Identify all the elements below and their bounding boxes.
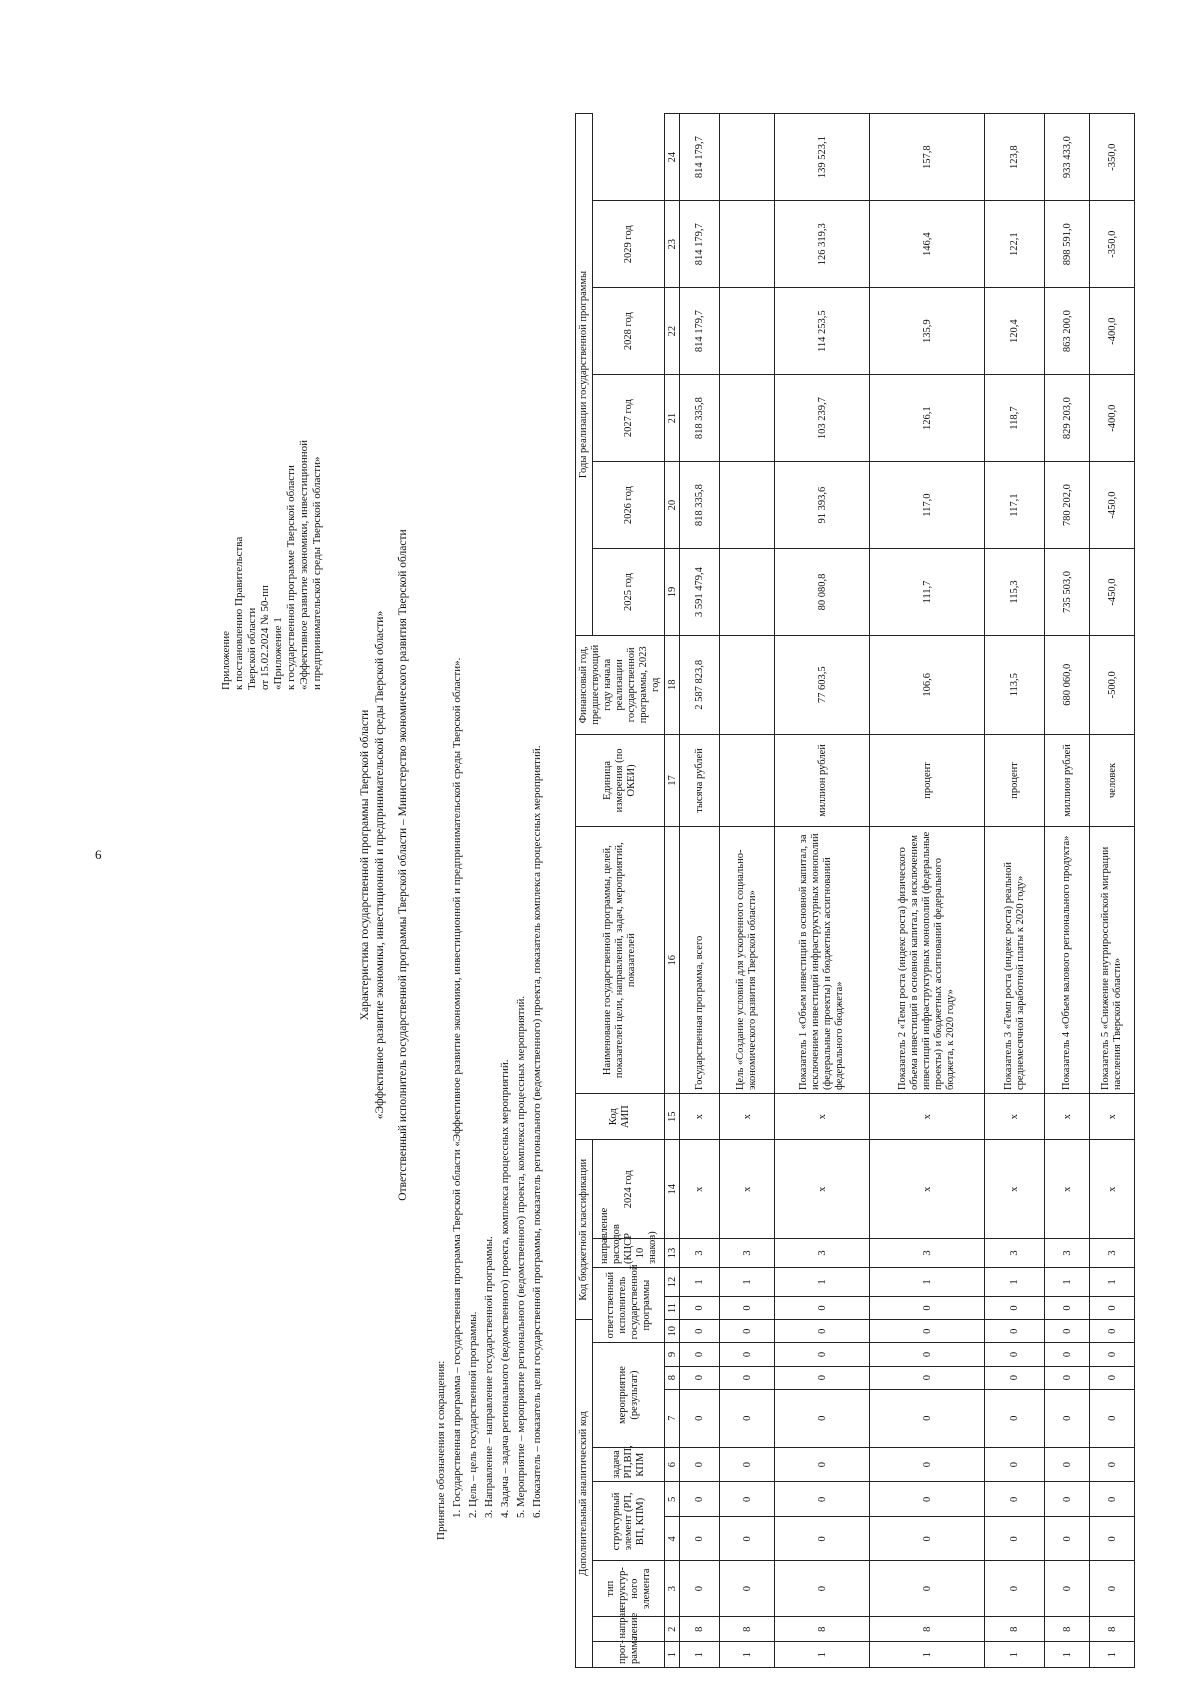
expense-dir-header: направление расходов (КЦСР 10 знаков) [593, 1238, 665, 1267]
year-value-cell: 146,4 [870, 201, 985, 288]
kcsr-cell: x [870, 1140, 985, 1239]
fin-year-cell: 77 603,5 [775, 636, 870, 735]
code-cell: 0 [775, 1561, 870, 1617]
column-number-cell: 6 [665, 1447, 680, 1482]
appendix-line: к постановлению Правительства [233, 536, 245, 690]
code-cell: 0 [680, 1296, 720, 1319]
year-value-cell: 120,4 [985, 288, 1045, 375]
year-value-cell: 818 335,8 [680, 462, 720, 549]
code-cell: 8 [870, 1617, 985, 1643]
code-cell: 8 [1045, 1617, 1090, 1643]
unit-cell: человек [1090, 734, 1135, 827]
measure-header: мероприятие (результат) [593, 1343, 665, 1447]
code-cell: 0 [870, 1320, 985, 1343]
kcsr-cell: x [680, 1140, 720, 1239]
legend-block [433, 658, 545, 1540]
year-value-cell: 91 393,6 [775, 462, 870, 549]
code-cell: 0 [1090, 1482, 1135, 1517]
year-header: 2029 год [593, 201, 665, 288]
code-cell: 0 [1090, 1366, 1135, 1389]
code-cell: 0 [870, 1366, 985, 1389]
column-number-cell: 11 [665, 1296, 680, 1319]
fin-year-header: Финансовый год, предшествующий году начала реализации государственной программы, 2023 год [576, 636, 665, 735]
code-cell: 0 [985, 1296, 1045, 1319]
aip-cell: x [1045, 1094, 1090, 1140]
year-value-cell: 818 335,8 [680, 375, 720, 462]
column-number-cell: 20 [665, 462, 680, 549]
code-cell: 1 [1090, 1267, 1135, 1296]
column-number-cell: 13 [665, 1238, 680, 1267]
year-value-cell: 157,8 [870, 114, 985, 201]
code-cell: 3 [720, 1238, 775, 1267]
code-cell: 0 [870, 1517, 985, 1561]
code-cell: 1 [985, 1267, 1045, 1296]
unit-cell: тысяча рублей [680, 734, 720, 827]
column-number-cell: 18 [665, 636, 680, 735]
name-cell: Показатель 5 «Снижение внутрироссийской миграции населения Тверской области» [1090, 827, 1135, 1094]
code-cell: 0 [1045, 1517, 1090, 1561]
column-number-cell: 15 [665, 1094, 680, 1140]
unit-cell: процент [985, 734, 1045, 827]
code-cell: 0 [720, 1561, 775, 1617]
column-number-cell: 9 [665, 1343, 680, 1366]
year-header: 2026 год [593, 462, 665, 549]
code-cell: 8 [720, 1617, 775, 1643]
title-line-3: Ответственный исполнитель государственной программы Тверской области – Министерство экономического развития Тверской области [397, 529, 409, 1201]
year-value-cell: 829 203,0 [1045, 375, 1090, 462]
year-header: 2025 год [593, 549, 665, 636]
code-cell: 0 [1045, 1561, 1090, 1617]
name-header: Наименование государственной программы, целей, показателей цели, направлений, задач, мероприятий, показателей [576, 827, 665, 1094]
code-cell: 0 [720, 1482, 775, 1517]
code-cell: 0 [870, 1343, 985, 1366]
year-value-cell: 122,1 [985, 201, 1045, 288]
code-cell: 0 [775, 1482, 870, 1517]
year-header: 2024 год [593, 1140, 665, 1239]
kcsr-cell: x [1090, 1140, 1135, 1239]
unit-cell: процент [870, 734, 985, 827]
analytic-code-header: Дополнительный аналитический код [576, 1320, 593, 1668]
aip-cell: x [1090, 1094, 1135, 1140]
name-cell: Показатель 3 «Темп роста (индекс роста) реальной среднемесячной заработной платы к 2020 году» [985, 827, 1045, 1094]
fin-year-cell: -500,0 [1090, 636, 1135, 735]
year-value-cell: 814 179,7 [680, 201, 720, 288]
year-value-cell: -350,0 [1090, 201, 1135, 288]
code-cell: 8 [1090, 1617, 1135, 1643]
year-value-cell: 115,3 [985, 549, 1045, 636]
year-value-cell: 111,7 [870, 549, 985, 636]
legend-heading: Принятые обозначения и сокращения: [435, 1360, 447, 1540]
code-cell: 0 [775, 1296, 870, 1319]
code-cell: 0 [775, 1517, 870, 1561]
code-cell: 0 [1090, 1343, 1135, 1366]
code-cell: 0 [720, 1296, 775, 1319]
year-header: 2027 год [593, 375, 665, 462]
appendix-line: от 15.02.2024 № 50-пп [259, 585, 271, 690]
code-cell: 1 [775, 1642, 870, 1668]
code-cell: 0 [680, 1320, 720, 1343]
aip-cell: x [680, 1094, 720, 1140]
code-cell: 1 [680, 1642, 720, 1668]
code-cell: 0 [775, 1343, 870, 1366]
table-row [1090, 114, 1135, 1668]
code-cell: 0 [870, 1296, 985, 1319]
year-value-cell: 117,1 [985, 462, 1045, 549]
code-cell: 0 [1045, 1320, 1090, 1343]
appendix-line: «Эффективное развитие экономики, инвестиционной [298, 439, 310, 690]
name-cell: Показатель 1 «Объем инвестиций в основной капитал, за исключением инвестиций инфраструктурных монополий (федеральные проекты) и бюджетных ассигнований федерального бюджета» [775, 827, 870, 1094]
code-cell: 0 [870, 1561, 985, 1617]
code-cell: 0 [1045, 1343, 1090, 1366]
aip-cell: x [775, 1094, 870, 1140]
year-value-cell: 117,0 [870, 462, 985, 549]
code-cell: 0 [775, 1366, 870, 1389]
appendix-line: Тверской области [246, 607, 258, 690]
code-cell: 0 [1090, 1296, 1135, 1319]
aip-cell: x [985, 1094, 1045, 1140]
year-value-cell: 814 179,7 [680, 288, 720, 375]
appendix-line: и предпринимательской среды Тверской области» [311, 456, 323, 690]
year-value-cell: -450,0 [1090, 549, 1135, 636]
page-number: 6 [95, 847, 102, 862]
code-cell: 0 [680, 1482, 720, 1517]
column-number-cell: 23 [665, 201, 680, 288]
code-cell: 0 [1045, 1296, 1090, 1319]
code-cell: 0 [720, 1366, 775, 1389]
year-value-cell: 126 319,3 [775, 201, 870, 288]
code-cell: 3 [1045, 1238, 1090, 1267]
code-cell: 0 [720, 1389, 775, 1447]
name-cell: Показатель 4 «Объем валового регионального продукта» [1045, 827, 1090, 1094]
table-row [775, 114, 870, 1668]
year-value-cell: 898 591,0 [1045, 201, 1090, 288]
code-cell: 0 [1045, 1482, 1090, 1517]
kcsr-cell: x [720, 1140, 775, 1239]
column-number-cell: 10 [665, 1320, 680, 1343]
fin-year-cell [720, 636, 775, 735]
code-cell: 0 [985, 1389, 1045, 1447]
year-value-cell: 80 080,8 [775, 549, 870, 636]
code-cell: 0 [680, 1517, 720, 1561]
code-cell: 3 [1090, 1238, 1135, 1267]
program-table [575, 113, 1135, 1668]
column-number-cell: 19 [665, 549, 680, 636]
column-number-cell: 16 [665, 827, 680, 1094]
code-cell: 0 [775, 1320, 870, 1343]
name-cell: Показатель 2 «Темп роста (индекс роста) физического объема инвестиций в основной капитал, за исключением инвестиций инфраструктурных монополий (федеральные проекты) и бюджетных ассигнований федерального бюджета, к 2020 году» [870, 827, 985, 1094]
column-number-cell: 7 [665, 1389, 680, 1447]
code-cell: 0 [985, 1561, 1045, 1617]
unit-cell [720, 734, 775, 827]
code-cell: 0 [870, 1482, 985, 1517]
code-cell: 0 [985, 1343, 1045, 1366]
legend-item: 4. Задача – задача регионального (ведомственного) проекта, комплекса процессных мероприятий. [499, 1059, 511, 1518]
legend-item: 1. Государственная программа – государственная программа Тверской области «Эффективное развитие экономики, инвестиционной и предпринимательской среды Тверской области». [451, 657, 463, 1518]
code-cell: 3 [985, 1238, 1045, 1267]
direction-header: направ-ление [593, 1617, 665, 1643]
unit-cell: миллион рублей [775, 734, 870, 827]
column-number-cell: 8 [665, 1366, 680, 1389]
code-cell: 0 [870, 1447, 985, 1482]
column-number-cell: 22 [665, 288, 680, 375]
code-cell: 0 [680, 1389, 720, 1447]
year-value-cell: -400,0 [1090, 375, 1135, 462]
aip-header: Код АИП [576, 1094, 665, 1140]
column-number-row [665, 114, 680, 1668]
code-cell: 1 [870, 1267, 985, 1296]
year-value-cell: 139 523,1 [775, 114, 870, 201]
year-value-cell: 114 253,5 [775, 288, 870, 375]
column-number-cell: 5 [665, 1482, 680, 1517]
year-value-cell: 3 591 479,4 [680, 549, 720, 636]
legend-item: 6. Показатель – показатель цели государственной программы, показатель регионального (ведомственного) проекта, показатель комплекса процессных мероприятий. [531, 745, 543, 1518]
code-cell: 1 [680, 1267, 720, 1296]
code-cell: 3 [680, 1238, 720, 1267]
code-cell: 1 [720, 1267, 775, 1296]
year-value-cell: 118,7 [985, 375, 1045, 462]
year-value-cell: -400,0 [1090, 288, 1135, 375]
year-value-cell [720, 462, 775, 549]
column-number-cell: 14 [665, 1140, 680, 1239]
aip-cell: x [720, 1094, 775, 1140]
task-header: задача РП,ВП, КПМ [593, 1447, 665, 1482]
code-cell: 0 [870, 1389, 985, 1447]
code-cell: 1 [870, 1642, 985, 1668]
code-cell: 1 [1045, 1642, 1090, 1668]
code-cell: 1 [1045, 1267, 1090, 1296]
code-cell: 0 [720, 1517, 775, 1561]
legend-item: 3. Направление – направление государственной программы. [483, 1236, 495, 1518]
code-cell: 0 [680, 1561, 720, 1617]
code-cell: 0 [985, 1447, 1045, 1482]
year-value-cell [720, 375, 775, 462]
year-value-cell: 780 202,0 [1045, 462, 1090, 549]
code-cell: 0 [720, 1343, 775, 1366]
code-cell: 0 [985, 1320, 1045, 1343]
year-value-cell [720, 288, 775, 375]
appendix-block [220, 370, 324, 690]
code-cell: 0 [775, 1389, 870, 1447]
year-value-cell: 103 239,7 [775, 375, 870, 462]
code-cell: 0 [1090, 1447, 1135, 1482]
legend-item: 2. Цель – цель государственной программы. [467, 1311, 479, 1518]
table-row [870, 114, 985, 1668]
code-cell: 0 [1090, 1320, 1135, 1343]
column-number-cell: 2 [665, 1617, 680, 1643]
column-number-cell: 3 [665, 1561, 680, 1617]
kcsr-cell: x [775, 1140, 870, 1239]
fin-year-cell: 106,6 [870, 636, 985, 735]
code-cell: 0 [680, 1366, 720, 1389]
code-cell: 0 [680, 1343, 720, 1366]
executor-header: ответственный исполнитель государственной программы [593, 1267, 665, 1342]
code-cell: 1 [1090, 1642, 1135, 1668]
legend-item: 5. Мероприятие – мероприятие регионального (ведомственного) проекта, комплекса процессных мероприятий. [515, 995, 527, 1518]
column-number-cell: 4 [665, 1517, 680, 1561]
code-cell: 0 [720, 1447, 775, 1482]
column-number-cell: 1 [665, 1642, 680, 1668]
appendix-line: Приложение [220, 630, 232, 690]
years-title-header: Годы реализации государственной программы [576, 114, 593, 636]
code-cell: 0 [680, 1447, 720, 1482]
code-cell: 3 [775, 1238, 870, 1267]
struct-element-header: структурный элемент (РП, ВП, КПМ) [593, 1482, 665, 1561]
column-number-cell: 21 [665, 375, 680, 462]
name-cell: Государственная программа, всего [680, 827, 720, 1094]
column-number-cell: 17 [665, 734, 680, 827]
code-cell: 0 [1090, 1561, 1135, 1617]
year-value-cell: 933 433,0 [1045, 114, 1090, 201]
code-cell: 0 [1090, 1389, 1135, 1447]
budget-code-header: Код бюджетной классификации [576, 1140, 593, 1320]
code-cell: 3 [870, 1238, 985, 1267]
year-value-cell [720, 549, 775, 636]
table-row [720, 114, 775, 1668]
code-cell: 1 [985, 1642, 1045, 1668]
code-cell: 1 [775, 1267, 870, 1296]
table-row [1045, 114, 1090, 1668]
year-value-cell: -450,0 [1090, 462, 1135, 549]
appendix-line: «Приложение 1 [272, 617, 284, 690]
title-line-1: Характеристика государственной программы Тверской области [359, 709, 371, 1021]
year-header: 2028 год [593, 288, 665, 375]
struct-type-header: тип структур-ного элемента [593, 1561, 665, 1617]
fin-year-cell: 2 587 823,8 [680, 636, 720, 735]
year-value-cell: 863 200,0 [1045, 288, 1090, 375]
year-value-cell: -350,0 [1090, 114, 1135, 201]
code-cell: 1 [720, 1642, 775, 1668]
title-line-2: «Эффективное развитие экономики, инвестиционной и предпринимательской среды Тверской области» [374, 610, 386, 1120]
document-titles [358, 40, 411, 1690]
appendix-line: к государственной программе Тверской области [285, 465, 297, 690]
code-cell: 0 [1045, 1389, 1090, 1447]
column-number-cell: 12 [665, 1267, 680, 1296]
code-cell: 0 [985, 1366, 1045, 1389]
fin-year-cell: 113,5 [985, 636, 1045, 735]
aip-cell: x [870, 1094, 985, 1140]
code-cell: 0 [1045, 1447, 1090, 1482]
kcsr-cell: x [1045, 1140, 1090, 1239]
code-cell: 0 [720, 1320, 775, 1343]
year-value-cell: 735 503,0 [1045, 549, 1090, 636]
table-row [985, 114, 1045, 1668]
table-row [680, 114, 720, 1668]
year-value-cell [720, 201, 775, 288]
code-cell: 8 [985, 1617, 1045, 1643]
code-cell: 0 [985, 1482, 1045, 1517]
code-cell: 8 [775, 1617, 870, 1643]
column-number-cell: 24 [665, 114, 680, 201]
program-header: прог-рамма [593, 1642, 665, 1668]
unit-header: Единица измерения (по ОКЕИ) [576, 734, 665, 827]
fin-year-cell: 680 060,0 [1045, 636, 1090, 735]
year-value-cell: 135,9 [870, 288, 985, 375]
year-value-cell: 126,1 [870, 375, 985, 462]
code-cell: 8 [680, 1617, 720, 1643]
code-cell: 0 [1090, 1517, 1135, 1561]
year-value-cell [720, 114, 775, 201]
code-cell: 0 [775, 1447, 870, 1482]
year-value-cell: 814 179,7 [680, 114, 720, 201]
unit-cell: миллион рублей [1045, 734, 1090, 827]
year-value-cell: 123,8 [985, 114, 1045, 201]
rotated-sheet [40, 40, 1180, 1690]
kcsr-cell: x [985, 1140, 1045, 1239]
code-cell: 0 [985, 1517, 1045, 1561]
code-cell: 0 [1045, 1366, 1090, 1389]
name-cell: Цель «Создание условий для ускоренного социально-экономического развития Тверской области» [720, 827, 775, 1094]
